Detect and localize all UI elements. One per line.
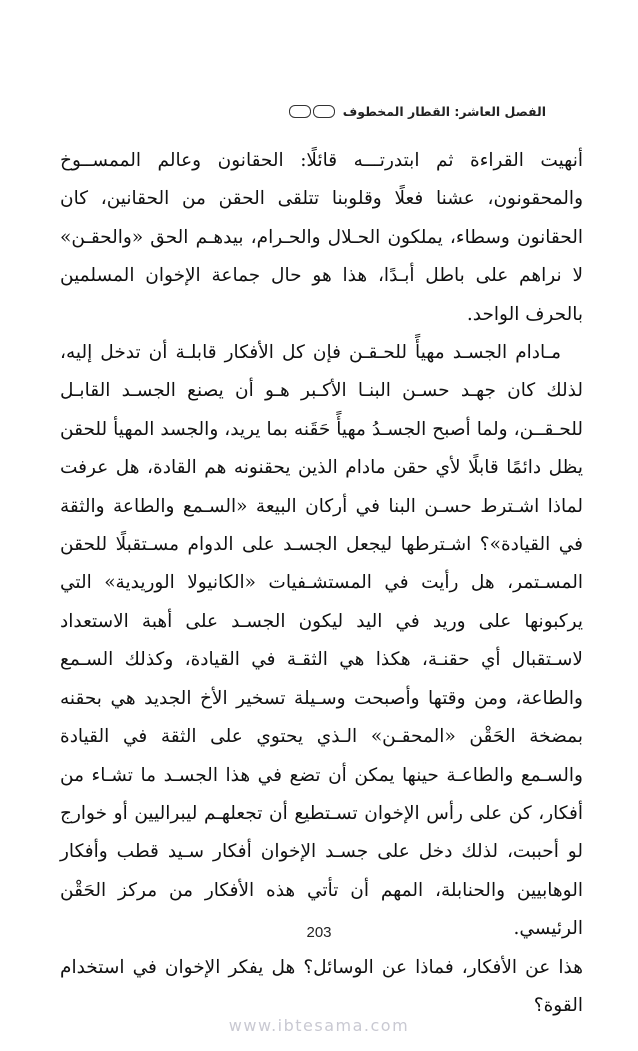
ornament-pill-icon: [313, 105, 335, 118]
paragraph-2: مـادام الجسـد مهيأً للحـقـن فإن كل الأفكار قابلـة أن تدخل إليه، لذلك كان جهـد حسـن البنـا الأكـبر هـو أن يصنع الجسـد القابـل للحـقــن، ولما أصبح الجسـدُ مهيأً حَقَنه بما يريد، والجسد المهيأ للحقن يظل دائمًا قابلًا لأي حقن مادام الذين يحقنونه هم القادة، هل عرفت لماذا اشـترط حسـن البنا في أركان البيعة «السـمع والطاعة والثقة في القيادة»؟ اشـترطها ليجعل الجسـد على الدوام مسـتقبلًا للحقن المسـتمر، هل رأيت في المستشـفيات «الكانيولا الوريدية» التي يركبونها على وريد في اليد ليكون الجسـد على أهبة الاستعداد لاسـتقبال أي حقنـة، هكذا هي الثقـة في القيادة، وكذلك السـمع والطاعة، ومن وقتها وأصبحت وسـيلة تسخير الأخ الجديد هي بحقنه بمضخة الحَقْن «المحقـن» الـذي يحتوي على الثقة في القيادة والسـمع والطاعـة حينها يمكن أن تضع في هذا الجسـد ما تشـاء من أفكار، كن على رأس الإخوان تسـتطيع أن تجعلهـم ليبراليين أو خوارج لو أحببت، لذلك دخل على جسـد الإخوان أفكار سـيد قطب وأفكار الوهابيين والحنابلة، المهم أن تأتي هذه الأفكار من مركز الحَقْن الرئيسي.: [60, 342, 584, 940]
chapter-title: الفصل العاشر: القطار المخطوف: [342, 104, 546, 119]
paragraph-1: أنهيت القراءة ثم ابتدرتـــه قائلًا: الحقانون وعالم الممســوخ والمحقونون، عشنا فعلًا وقلوبنا تتلقى الحقن من الحقانين، كان الحقانون وسطاء، يملكون الحـلال والحـرام، بيدهـم الحق «والحقـن» لا نراهم على باطل أبـدًا، هذا هو حال جماعة الإخوان المسلمين بالحرف الواحد.: [60, 150, 583, 325]
body-text: [60, 142, 583, 1025]
page-number: 203: [306, 924, 332, 941]
header-ornament-icon: [287, 105, 335, 118]
paragraph-3: هذا عن الأفكار، فماذا عن الوسائل؟ هل يفكر الإخوان في استخدام القوة؟: [60, 956, 583, 1016]
running-header: [287, 104, 546, 119]
watermark: www.ibtesama.com: [228, 1016, 410, 1035]
ornament-pill-icon: [289, 105, 311, 118]
